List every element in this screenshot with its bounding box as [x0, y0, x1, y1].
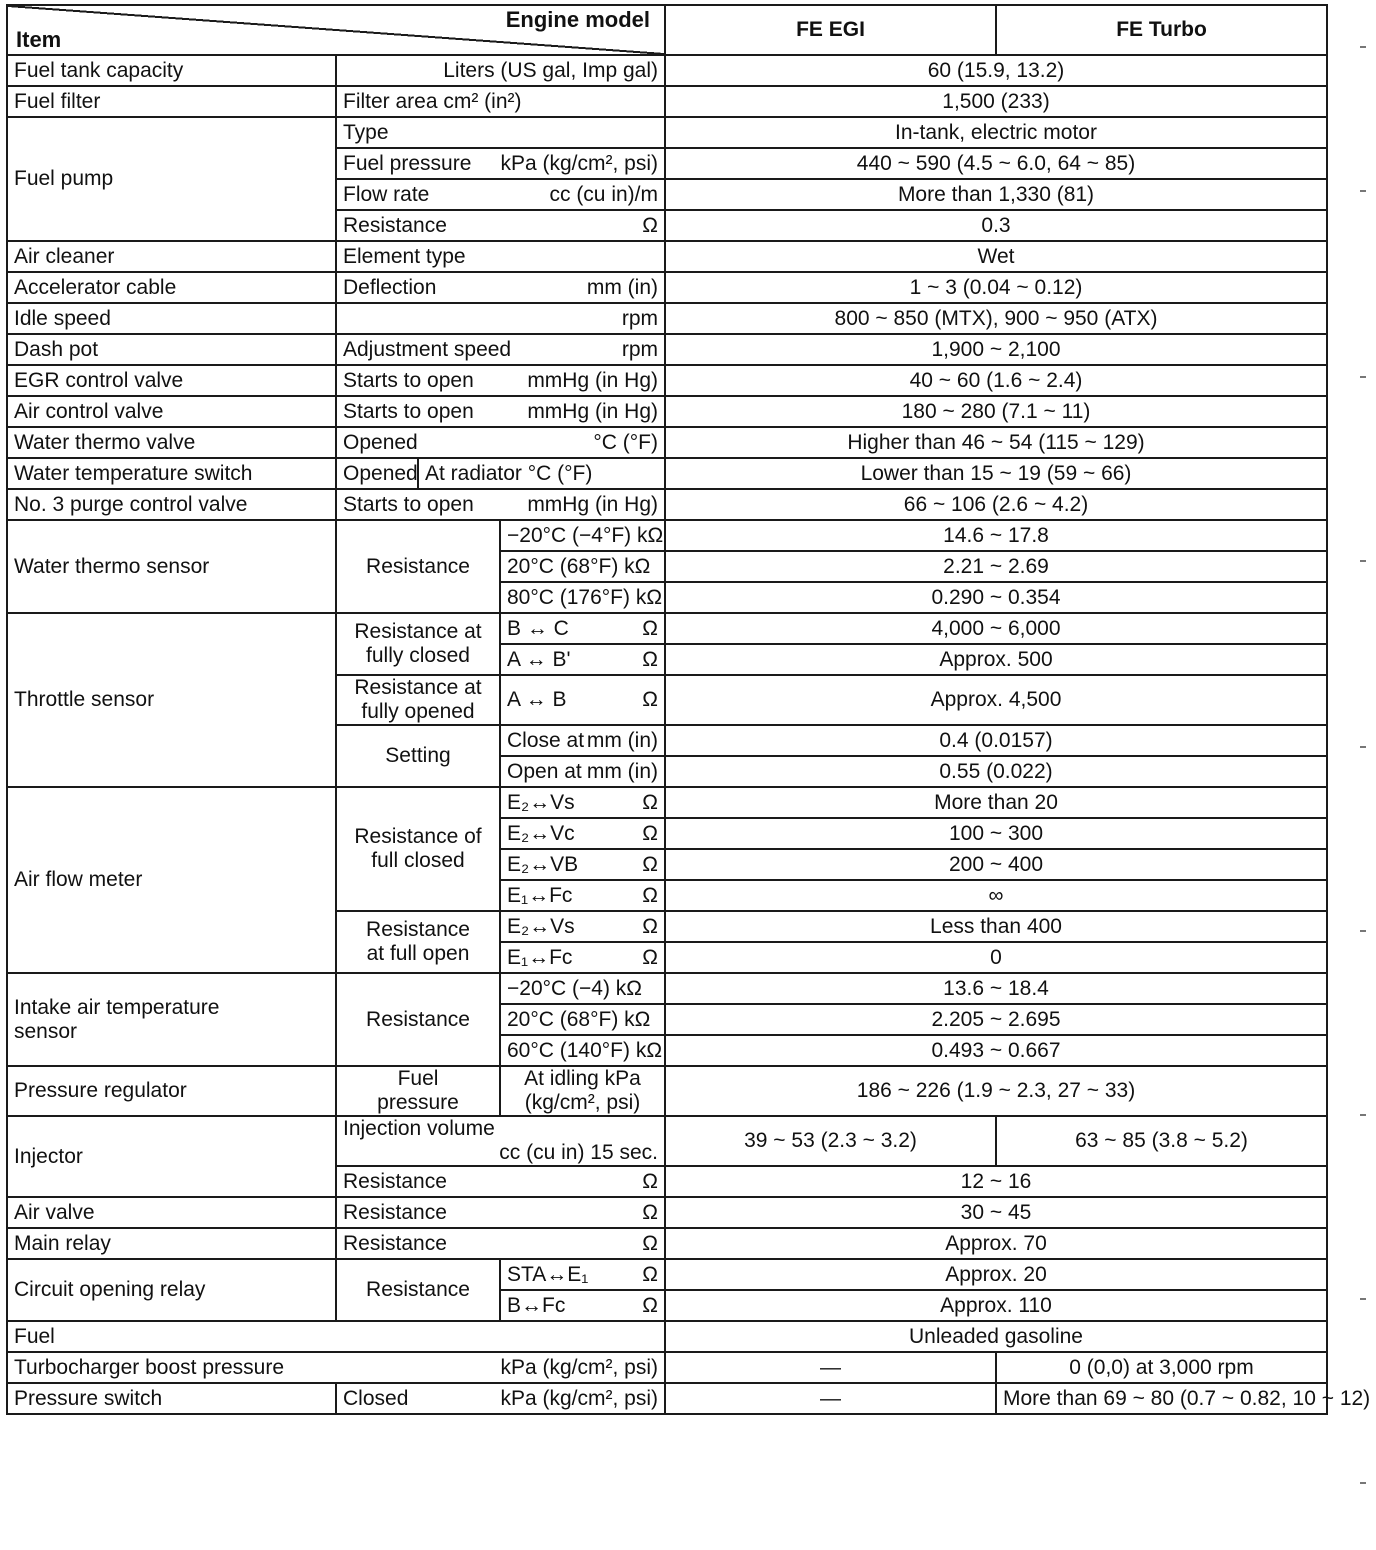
spec-value: Approx. 500 [665, 644, 1327, 675]
margin-tick [1360, 560, 1366, 562]
condition-line: cc (cu in) 15 sec. [499, 1141, 658, 1164]
spec-value: Wet [665, 241, 1327, 272]
spec-value: 800 ~ 850 (MTX), 900 ~ 950 (ATX) [665, 303, 1327, 334]
condition-label [336, 1166, 665, 1197]
spec-value: 0.4 (0.0157) [665, 725, 1327, 756]
spec-value: In-tank, electric motor [665, 117, 1327, 148]
condition-text: Resistance [343, 1169, 447, 1193]
condition-label [336, 396, 665, 427]
unit-text: rpm [621, 337, 658, 361]
spec-value: Lower than 15 ~ 19 (59 ~ 66) [665, 458, 1327, 489]
spec-value: 2.205 ~ 2.695 [665, 1004, 1327, 1035]
sub-condition-label: 60°C (140°F) kΩ [500, 1035, 665, 1066]
terminal-pair: A ↔ B [507, 688, 567, 711]
unit-text: Ω [642, 688, 658, 711]
condition-label: Element type [336, 241, 665, 272]
spec-value: 186 ~ 226 (1.9 ~ 2.3, 27 ~ 33) [665, 1066, 1327, 1116]
spec-value: ∞ [665, 880, 1327, 911]
spec-value: 1 ~ 3 (0.04 ~ 0.12) [665, 272, 1327, 303]
sub-condition-label [500, 1290, 665, 1321]
unit-text: mm (in) [586, 728, 658, 752]
sub-condition-label: 20°C (68°F) kΩ [500, 1004, 665, 1035]
sub-condition-label: 20°C (68°F) kΩ [500, 551, 665, 582]
table-row [7, 303, 1327, 334]
sub-condition-label [500, 911, 665, 942]
specification-table [6, 4, 1371, 1415]
unit-text: mmHg (in Hg) [527, 368, 658, 392]
condition-label: Resistance [336, 520, 500, 613]
condition-text: Deflection [343, 275, 437, 299]
condition-line: Resistance of [354, 825, 482, 848]
fe-turbo-heading: FE Turbo [996, 5, 1327, 55]
margin-tick [1360, 746, 1366, 748]
condition-label [336, 365, 665, 396]
spec-value: 180 ~ 280 (7.1 ~ 11) [665, 396, 1327, 427]
condition-text: Fuel pressure [343, 151, 472, 175]
terminal-pair: E₁↔Fc [507, 945, 573, 969]
item-label: Air cleaner [7, 241, 336, 272]
condition-label: Resistance [336, 1259, 500, 1321]
table-row [7, 787, 1327, 818]
table-row [7, 334, 1327, 365]
item-label: Air flow meter [7, 787, 336, 973]
fe-egi-heading: FE EGI [665, 5, 996, 55]
item-label: Pressure regulator [7, 1066, 336, 1116]
spec-value: Approx. 20 [665, 1259, 1327, 1290]
condition-text: Open at [507, 759, 582, 783]
unit-text: Ω [642, 883, 658, 907]
unit-text: kPa (kg/cm², psi) [500, 151, 658, 175]
condition-label [336, 613, 500, 675]
condition-text: Opened [343, 430, 418, 454]
table-row [7, 1259, 1327, 1290]
item-label: Injector [7, 1116, 336, 1197]
unit-text: mmHg (in Hg) [527, 492, 658, 516]
condition-label: Liters (US gal, Imp gal) [336, 55, 665, 86]
condition-label [336, 210, 665, 241]
spec-value: 0 [665, 942, 1327, 973]
spec-value: More than 1,330 (81) [665, 179, 1327, 210]
sub-condition-label [500, 1259, 665, 1290]
condition-label: Filter area cm² (in²) [336, 86, 665, 117]
item-label: Air valve [7, 1197, 336, 1228]
condition-line: Resistance at [354, 676, 482, 699]
spec-value-egi: 39 ~ 53 (2.3 ~ 3.2) [665, 1116, 996, 1166]
condition-label [336, 427, 665, 458]
spec-value: Approx. 4,500 [665, 675, 1327, 725]
condition-text: Flow rate [343, 182, 430, 206]
spec-value-turbo: More than 69 ~ 80 (0.7 ~ 0.82, 10 ~ 12) [996, 1383, 1327, 1414]
sub-condition-label: −20°C (−4) kΩ [500, 973, 665, 1004]
spec-value: More than 20 [665, 787, 1327, 818]
table-row [7, 117, 1327, 148]
spec-value-turbo: 63 ~ 85 (3.8 ~ 5.2) [996, 1116, 1327, 1166]
unit-text: mmHg (in Hg) [527, 399, 658, 423]
table-row [7, 1321, 1327, 1352]
margin-tick [1360, 1114, 1366, 1116]
condition-text: Resistance [343, 213, 447, 237]
table-row [7, 1383, 1327, 1414]
condition-line: pressure [377, 1091, 459, 1114]
table-row [7, 55, 1327, 86]
unit-text: mm (in) [586, 759, 658, 783]
item-label: Water temperature switch [7, 458, 336, 489]
condition-text: Closed [343, 1386, 409, 1410]
condition-label [336, 911, 500, 973]
spec-value: 14.6 ~ 17.8 [665, 520, 1327, 551]
item-label [7, 1352, 665, 1383]
sub-condition-label [500, 942, 665, 973]
table-row [7, 1228, 1327, 1259]
unit-text: Ω [642, 852, 658, 876]
condition-text: Starts to open [343, 399, 474, 423]
item-text: Turbocharger boost pressure [14, 1355, 285, 1379]
spec-value: 100 ~ 300 [665, 818, 1327, 849]
item-label: Pressure switch [7, 1383, 336, 1414]
condition-line: Resistance at [354, 620, 482, 643]
spec-value: Approx. 70 [665, 1228, 1327, 1259]
table-row [7, 489, 1327, 520]
terminal-pair: A ↔ B' [507, 647, 571, 671]
spec-value: 0.493 ~ 0.667 [665, 1035, 1327, 1066]
item-heading: Item [16, 27, 62, 52]
condition-label [336, 1197, 665, 1228]
engine-model-heading: Engine model [505, 7, 650, 32]
condition-label: Setting [336, 725, 500, 787]
table-row [7, 272, 1327, 303]
condition-text: Adjustment speed [343, 337, 512, 361]
terminal-pair: E₂↔Vs [507, 790, 575, 814]
item-label: Circuit opening relay [7, 1259, 336, 1321]
table-row [7, 613, 1327, 644]
condition-line: at full open [366, 942, 470, 965]
unit-text: Ω [642, 945, 658, 969]
spec-value-egi: — [665, 1352, 996, 1383]
header-row [7, 5, 1327, 55]
spec-value: 1,500 (233) [665, 86, 1327, 117]
spec-value: 0.55 (0.022) [665, 756, 1327, 787]
item-label [7, 973, 336, 1066]
spec-value: Approx. 110 [665, 1290, 1327, 1321]
condition-line: (kg/cm², psi) [524, 1091, 641, 1114]
margin-tick [1360, 190, 1366, 192]
table-row [7, 1352, 1327, 1383]
sub-condition-label [500, 787, 665, 818]
condition-label [336, 148, 665, 179]
spec-value: 13.6 ~ 18.4 [665, 973, 1327, 1004]
condition-label [336, 1066, 500, 1116]
margin-tick [1360, 930, 1366, 932]
unit-text: Ω [642, 1169, 658, 1193]
condition-label [336, 675, 500, 725]
condition-line: Injection volume [343, 1117, 495, 1140]
unit-text: Ω [642, 1200, 658, 1224]
table-row [7, 458, 1327, 489]
table-row [7, 1197, 1327, 1228]
spec-value-turbo: 0 (0,0) at 3,000 rpm [996, 1352, 1327, 1383]
unit-text: rpm [336, 303, 665, 334]
sub-condition-label [500, 1066, 665, 1116]
item-label: Water thermo sensor [7, 520, 336, 613]
unit-text: Ω [642, 1293, 658, 1317]
unit-text: Ω [642, 213, 658, 237]
spec-value: 440 ~ 590 (4.5 ~ 6.0, 64 ~ 85) [665, 148, 1327, 179]
sub-condition-label [500, 725, 665, 756]
unit-text: mm (in) [586, 275, 658, 299]
unit-text: Ω [642, 821, 658, 845]
item-label: No. 3 purge control valve [7, 489, 336, 520]
terminal-pair: B ↔ C [507, 616, 569, 640]
spec-value: Higher than 46 ~ 54 (115 ~ 129) [665, 427, 1327, 458]
item-line: sensor [14, 1019, 78, 1043]
item-label: Air control valve [7, 396, 336, 427]
item-label: Fuel [7, 1321, 665, 1352]
condition-label: Type [336, 117, 665, 148]
sub-condition-label [500, 756, 665, 787]
spec-value: 66 ~ 106 (2.6 ~ 4.2) [665, 489, 1327, 520]
terminal-pair: E₂↔VB [507, 852, 579, 876]
condition-line: Fuel [397, 1067, 439, 1090]
condition-line: At idling kPa [524, 1067, 641, 1090]
condition-label [336, 1383, 665, 1414]
unit-text: cc (cu in)/m [549, 182, 658, 206]
table-row [7, 396, 1327, 427]
unit-text: °C (°F) [593, 430, 658, 454]
unit-text: kPa (kg/cm², psi) [500, 1355, 658, 1379]
spec-value: Unleaded gasoline [665, 1321, 1327, 1352]
condition-line: fully opened [361, 700, 475, 723]
condition-line: fully closed [366, 644, 470, 667]
condition-label [336, 1116, 665, 1166]
sub-condition-label [500, 818, 665, 849]
table-row [7, 427, 1327, 458]
sub-condition-label [500, 675, 665, 725]
spec-value: Less than 400 [665, 911, 1327, 942]
condition-label: Resistance [336, 973, 500, 1066]
item-label: Idle speed [7, 303, 336, 334]
table-row [7, 86, 1327, 117]
condition-label: At radiator °C (°F) [418, 458, 665, 489]
condition-label [336, 272, 665, 303]
terminal-pair: B↔Fc [507, 1293, 566, 1317]
margin-tick [1360, 46, 1366, 48]
table-row [7, 973, 1327, 1004]
spec-value-egi: — [665, 1383, 996, 1414]
spec-value: 1,900 ~ 2,100 [665, 334, 1327, 365]
table-row [7, 365, 1327, 396]
item-label: EGR control valve [7, 365, 336, 396]
condition-label: Opened [336, 458, 418, 489]
spec-value: 200 ~ 400 [665, 849, 1327, 880]
margin-tick [1360, 376, 1366, 378]
spec-value: 2.21 ~ 2.69 [665, 551, 1327, 582]
header-diagonal-cell [7, 5, 665, 55]
item-label: Fuel pump [7, 117, 336, 241]
item-label: Main relay [7, 1228, 336, 1259]
terminal-pair: E₂↔Vc [507, 821, 575, 845]
margin-tick [1360, 1298, 1366, 1300]
condition-text: Close at [507, 728, 585, 752]
unit-text: Ω [642, 790, 658, 814]
item-label: Fuel filter [7, 86, 336, 117]
unit-text: kPa (kg/cm², psi) [500, 1386, 658, 1410]
sub-condition-label [500, 613, 665, 644]
spec-value: 40 ~ 60 (1.6 ~ 2.4) [665, 365, 1327, 396]
condition-line: full closed [371, 849, 465, 872]
item-label: Fuel tank capacity [7, 55, 336, 86]
item-label: Accelerator cable [7, 272, 336, 303]
condition-label [336, 1228, 665, 1259]
condition-text: Starts to open [343, 492, 474, 516]
spec-value: 0.3 [665, 210, 1327, 241]
margin-tick [1360, 1482, 1366, 1484]
condition-label [336, 787, 500, 911]
terminal-pair: STA↔E₁ [507, 1262, 589, 1286]
condition-label [336, 334, 665, 365]
sub-condition-label [500, 849, 665, 880]
spec-value: 30 ~ 45 [665, 1197, 1327, 1228]
item-label: Throttle sensor [7, 613, 336, 787]
unit-text: Ω [642, 616, 658, 640]
spec-value: 4,000 ~ 6,000 [665, 613, 1327, 644]
unit-text: Ω [642, 1262, 658, 1286]
spec-value: 60 (15.9, 13.2) [665, 55, 1327, 86]
spec-value: 0.290 ~ 0.354 [665, 582, 1327, 613]
item-line: Intake air temperature [14, 995, 220, 1019]
condition-line: Resistance [366, 918, 470, 941]
terminal-pair: E₁↔Fc [507, 883, 573, 907]
sub-condition-label [500, 880, 665, 911]
unit-text: Ω [642, 1231, 658, 1255]
condition-text: Starts to open [343, 368, 474, 392]
item-label: Water thermo valve [7, 427, 336, 458]
unit-text: Ω [642, 914, 658, 938]
condition-label [336, 179, 665, 210]
item-label: Dash pot [7, 334, 336, 365]
unit-text: Ω [642, 647, 658, 671]
condition-text: Resistance [343, 1231, 447, 1255]
sub-condition-label [500, 644, 665, 675]
spec-value: 12 ~ 16 [665, 1166, 1327, 1197]
sub-condition-label: −20°C (−4°F) kΩ [500, 520, 665, 551]
terminal-pair: E₂↔Vs [507, 914, 575, 938]
condition-label [336, 489, 665, 520]
table-row [7, 241, 1327, 272]
table-row [7, 520, 1327, 551]
sub-condition-label: 80°C (176°F) kΩ [500, 582, 665, 613]
condition-text: Resistance [343, 1200, 447, 1224]
